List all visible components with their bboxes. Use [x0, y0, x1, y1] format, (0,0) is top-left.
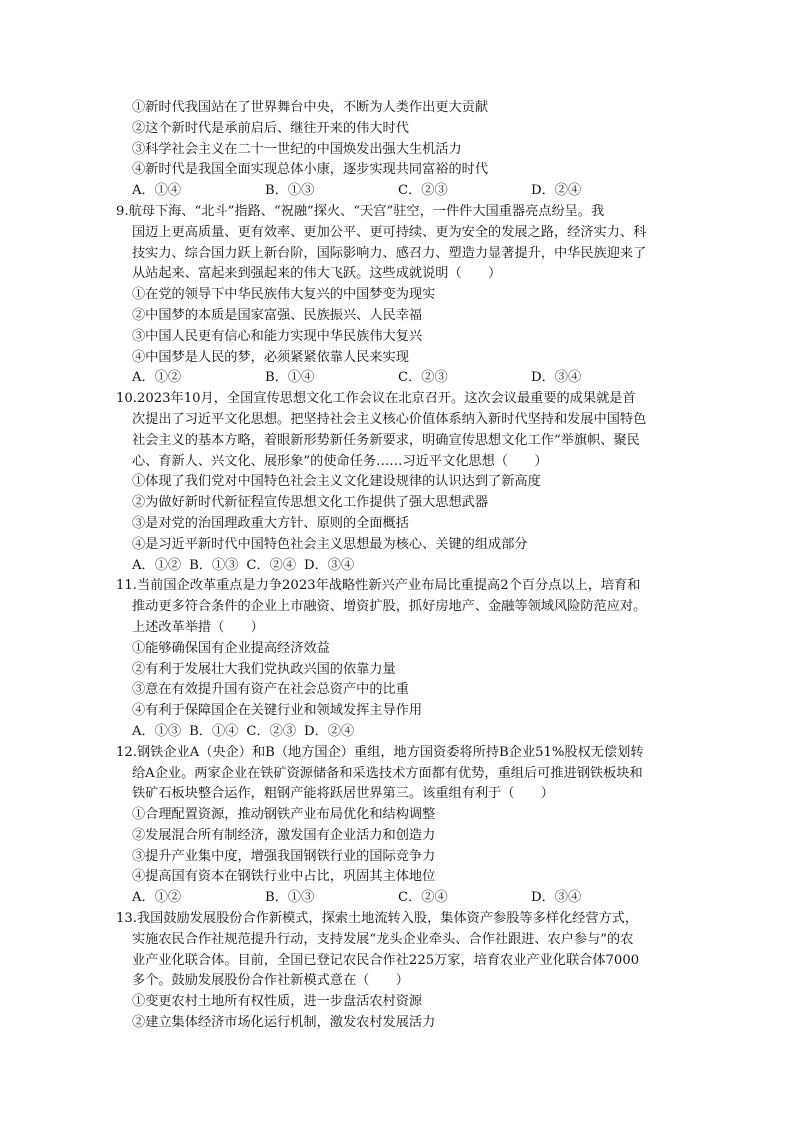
q11-choice-b: B．①④ — [189, 723, 239, 739]
q12-option-1: ①合理配置资源，推动钢铁产业布局优化和结构调整 — [132, 807, 436, 823]
q11-choice-d: D．②④ — [304, 723, 355, 739]
q12-stem-line-1: 12.钢铁企业A（央企）和B（地方国企）重组，地方国资委将所持B企业51%股权无偿划转 — [116, 744, 644, 760]
question-8 — [116, 98, 696, 202]
q9-choice-a: A．①② — [132, 370, 182, 386]
q9-option-1: ①在党的领导下中华民族伟大复兴的中国梦变为现实 — [132, 287, 436, 303]
q8-choice-c: C．②③ — [398, 183, 448, 199]
q12-choices — [116, 888, 696, 909]
q8-option-2: ②这个新时代是承前启后、继往开来的伟大时代 — [132, 120, 409, 136]
q10-option-1: ①体现了我们党对中国特色社会主义文化建设规律的认识达到了新高度 — [132, 474, 541, 490]
question-11 — [116, 576, 696, 742]
q10-stem-line-3: 社会主义的基本方略，着眼新形势新任务新要求，明确宣传思想文化工作“举旗帜、聚民 — [132, 432, 640, 448]
q10-choices — [116, 556, 696, 577]
q9-stem-line-1: 9.航母下海、“北斗”指路、“祝融”探火、“天宫”驻空，一件件大国重器亮点纷呈。我 — [116, 203, 605, 219]
q11-option-4: ④有利于保障国企在关键行业和领域发挥主导作用 — [132, 703, 423, 719]
q8-choice-b: B．①③ — [265, 183, 315, 199]
q10-stem-line-1: 10.2023年10月，全国宣传思想文化工作会议在北京召开。这次会议最重要的成果就是首 — [116, 391, 636, 407]
exam-content — [116, 98, 696, 1034]
q9-option-4: ④中国梦是人民的梦，必须紧紧依靠人民来实现 — [132, 349, 409, 365]
q11-choice-a: A．①③ — [132, 723, 182, 739]
question-9 — [116, 202, 696, 389]
q9-option-2: ②中国梦的本质是国家富强、民族振兴、人民幸福 — [132, 307, 423, 323]
q10-stem-line-4: 心、育新人、兴文化、展形象”的使命任务……习近平文化思想（ ） — [132, 453, 548, 469]
question-12 — [116, 743, 696, 909]
q9-option-3: ③中国人民更有信心和能力实现中华民族伟大复兴 — [132, 328, 423, 344]
q12-stem-line-3: 铁矿石板块整合运作，粗钢产能将跃居世界第三。该重组有利于（ ） — [132, 786, 554, 802]
q11-option-1: ①能够确保国有企业提高经济效益 — [132, 640, 330, 656]
q9-stem-line-4: 从站起来、富起来到强起来的伟大飞跃。这些成就说明（ ） — [132, 266, 502, 282]
q10-choice-c: C．②④ — [246, 557, 297, 573]
q13-stem-line-2: 实施农民合作社规范提升行动，支持发展“龙头企业牵头、合作社跟进、农户参与”的农 — [132, 931, 634, 947]
q10-choice-d: D．③④ — [304, 557, 355, 573]
q9-stem-line-3: 技实力、综合国力跃上新台阶，国际影响力、感召力、塑造力显著提升，中华民族迎来了 — [132, 245, 647, 261]
q10-choice-b: B．①③ — [189, 557, 239, 573]
q9-choice-c: C．②③ — [398, 370, 448, 386]
q10-option-3: ③是对党的治国理政重大方针、原则的全面概括 — [132, 515, 409, 531]
q12-option-3: ③提升产业集中度，增强我国钢铁行业的国际竞争力 — [132, 848, 436, 864]
q8-choices — [116, 181, 696, 202]
q13-option-2: ②建立集体经济市场化运行机制，激发农村发展活力 — [132, 1015, 436, 1031]
q11-option-3: ③意在有效提升国有资产在社会总资产中的比重 — [132, 682, 409, 698]
q13-stem-line-4: 多个。鼓励发展股份合作社新模式意在（ ） — [132, 973, 409, 989]
q10-option-2: ②为做好新时代新征程宣传思想文化工作提供了强大思想武器 — [132, 495, 489, 511]
q11-choice-c: C．②③ — [246, 723, 297, 739]
q8-option-3: ③科学社会主义在二十一世纪的中国焕发出强大生机活力 — [132, 141, 462, 157]
q11-option-2: ②有利于发展壮大我们党执政兴国的依靠力量 — [132, 661, 396, 677]
q9-choices — [116, 368, 696, 389]
q10-option-4: ④是习近平新时代中国特色社会主义思想最为核心、关键的组成部分 — [132, 536, 528, 552]
q12-option-4: ④提高国有资本在钢铁行业中占比，巩固其主体地位 — [132, 869, 436, 885]
q10-choice-a: A．①② — [132, 557, 182, 573]
q11-stem-line-1: 11.当前国企改革重点是力争2023年战略性新兴产业布局比重提高2个百分点以上，培育和 — [116, 578, 641, 594]
q12-choice-b: B．①③ — [265, 890, 315, 906]
q10-stem-line-2: 次提出了习近平文化思想。把坚持社会主义核心价值体系纳入新时代坚持和发展中国特色 — [132, 411, 647, 427]
q8-option-1: ①新时代我国站在了世界舞台中央，不断为人类作出更大贡献 — [132, 100, 489, 115]
q13-option-1: ①变更农村土地所有权性质，进一步盘活农村资源 — [132, 994, 423, 1010]
q12-option-2: ②发展混合所有制经济，激发国有企业活力和创造力 — [132, 827, 436, 843]
question-13 — [116, 909, 696, 1034]
q9-stem-line-2: 国迈上更高质量、更有效率、更加公平、更可持续、更为安全的发展之路，经济实力、科 — [132, 224, 647, 240]
q12-choice-a: A．①② — [132, 890, 182, 906]
q13-stem-line-1: 13.我国鼓励发展股份合作新模式，探索土地流转入股，集体资产参股等多样化经营方式， — [116, 911, 639, 927]
q13-stem-line-3: 业产业化联合体。目前，全国已登记农民合作社225万家，培育农业产业化联合体7000 — [132, 952, 640, 968]
q12-choice-c: C．②④ — [398, 890, 448, 906]
q8-choice-a: A．①④ — [132, 183, 182, 199]
q12-choice-d: D．③④ — [531, 890, 582, 906]
q8-choice-d: D．②④ — [531, 183, 582, 199]
q12-stem-line-2: 给A企业。两家企业在铁矿资源储备和采选技术方面都有优势，重组后可推进钢铁板块和 — [132, 765, 643, 781]
q11-stem-line-2: 推动更多符合条件的企业上市融资、增资扩股，抓好房地产、金融等领域风险防范应对。 — [132, 599, 647, 615]
q11-choices — [116, 722, 696, 743]
q11-stem-line-3: 上述改革举措（ ） — [132, 619, 264, 635]
q9-choice-b: B．①④ — [265, 370, 315, 386]
question-10 — [116, 389, 696, 576]
q8-option-4: ④新时代是我国全面实现总体小康，逐步实现共同富裕的时代 — [132, 162, 489, 178]
q9-choice-d: D．③④ — [531, 370, 582, 386]
